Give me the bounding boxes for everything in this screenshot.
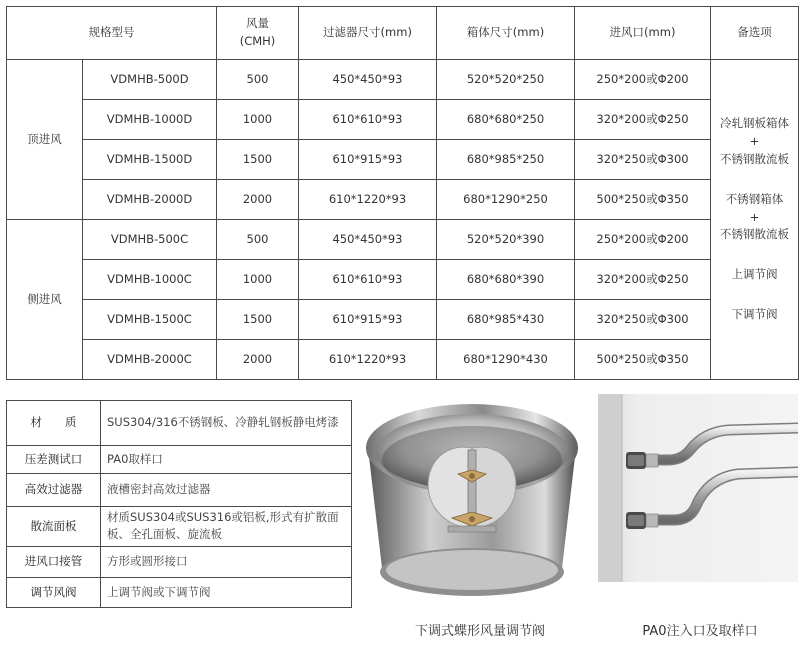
box-cell: 680*680*250 <box>437 100 575 140</box>
feature-row <box>7 577 352 607</box>
spec-header-row <box>7 7 799 60</box>
airflow-cell: 1000 <box>217 100 299 140</box>
feature-label: 压差测试口 <box>7 445 101 473</box>
filter-cell: 610*610*93 <box>299 260 437 300</box>
feature-row <box>7 506 352 547</box>
feature-value: 方形或圆形接口 <box>101 547 352 577</box>
airflow-cell: 500 <box>217 60 299 100</box>
pao-caption: PA0注入口及取样口 <box>642 624 758 639</box>
box-cell: 680*1290*430 <box>437 340 575 380</box>
damper-photo <box>360 390 584 610</box>
inlet-cell: 320*250或Φ300 <box>575 300 711 340</box>
table-row <box>7 140 799 180</box>
airflow-cell: 2000 <box>217 340 299 380</box>
feature-value: SUS304/316不锈钢板、冷静轧钢板静电烤漆 <box>101 401 352 446</box>
option-text: 冷轧钢板箱体 <box>720 116 789 131</box>
header-airflow-line2: (CMH) <box>239 34 276 48</box>
table-row <box>7 100 799 140</box>
filter-cell: 450*450*93 <box>299 60 437 100</box>
box-cell: 680*680*390 <box>437 260 575 300</box>
feature-label: 高效过滤器 <box>7 474 101 506</box>
feature-value: 上调节阀或下调节阀 <box>101 577 352 607</box>
table-row <box>7 60 799 100</box>
option-text: 下调节阀 <box>731 306 778 321</box>
inlet-cell: 250*200或Φ200 <box>575 220 711 260</box>
feature-row <box>7 547 352 577</box>
feature-value: 材质SUS304或SUS316或铝板,形式有扩散面板、全孔面板、旋流板 <box>101 506 352 547</box>
model-cell: VDMHB-2000D <box>83 180 217 220</box>
feature-label: 调节风阀 <box>7 577 101 607</box>
model-cell: VDMHB-1000C <box>83 260 217 300</box>
inlet-cell: 500*250或Φ350 <box>575 340 711 380</box>
airflow-cell: 2000 <box>217 180 299 220</box>
filter-cell: 610*915*93 <box>299 300 437 340</box>
filter-cell: 610*915*93 <box>299 140 437 180</box>
inlet-cell: 250*200或Φ200 <box>575 60 711 100</box>
filter-cell: 610*1220*93 <box>299 180 437 220</box>
header-box-size: 箱体尺寸(mm) <box>437 7 575 60</box>
spec-table <box>6 6 799 380</box>
table-row <box>7 180 799 220</box>
box-cell: 680*985*430 <box>437 300 575 340</box>
filter-cell: 450*450*93 <box>299 220 437 260</box>
feature-value: PA0取样口 <box>101 445 352 473</box>
table-row <box>7 260 799 300</box>
header-filter-size: 过滤器尺寸(mm) <box>299 7 437 60</box>
feature-row <box>7 445 352 473</box>
options-cell <box>711 60 799 380</box>
pao-port-photo <box>598 394 798 582</box>
feature-row <box>7 474 352 506</box>
airflow-cell: 500 <box>217 220 299 260</box>
option-plus: + <box>749 209 760 224</box>
feature-table <box>6 400 352 608</box>
table-row <box>7 300 799 340</box>
box-cell: 680*985*250 <box>437 140 575 180</box>
header-options: 备选项 <box>711 7 799 60</box>
box-cell: 680*1290*250 <box>437 180 575 220</box>
option-text: 不锈钢散流板 <box>720 227 789 242</box>
feature-label: 材 质 <box>7 401 101 446</box>
option-plus: + <box>749 134 760 149</box>
filter-cell: 610*610*93 <box>299 100 437 140</box>
header-inlet: 进风口(mm) <box>575 7 711 60</box>
feature-value: 液槽密封高效过滤器 <box>101 474 352 506</box>
filter-cell: 610*1220*93 <box>299 340 437 380</box>
table-row <box>7 340 799 380</box>
model-cell: VDMHB-500C <box>83 220 217 260</box>
option-text: 上调节阀 <box>731 267 778 282</box>
header-model: 规格型号 <box>7 7 217 60</box>
option-text: 不锈钢散流板 <box>720 151 789 166</box>
model-cell: VDMHB-500D <box>83 60 217 100</box>
inlet-cell: 320*200或Φ250 <box>575 100 711 140</box>
inlet-cell: 320*200或Φ250 <box>575 260 711 300</box>
group-label: 侧进风 <box>7 220 83 380</box>
model-cell: VDMHB-1000D <box>83 100 217 140</box>
header-airflow <box>217 7 299 60</box>
model-cell: VDMHB-2000C <box>83 340 217 380</box>
group-label: 顶进风 <box>7 60 83 220</box>
model-cell: VDMHB-1500C <box>83 300 217 340</box>
feature-row <box>7 401 352 446</box>
option-text: 不锈钢箱体 <box>725 191 784 206</box>
box-cell: 520*520*390 <box>437 220 575 260</box>
feature-label: 进风口接管 <box>7 547 101 577</box>
feature-label: 散流面板 <box>7 506 101 547</box>
inlet-cell: 500*250或Φ350 <box>575 180 711 220</box>
table-row <box>7 220 799 260</box>
airflow-cell: 1500 <box>217 300 299 340</box>
box-cell: 520*520*250 <box>437 60 575 100</box>
airflow-cell: 1500 <box>217 140 299 180</box>
model-cell: VDMHB-1500D <box>83 140 217 180</box>
airflow-cell: 1000 <box>217 260 299 300</box>
header-airflow-line1: 风量 <box>246 16 269 31</box>
inlet-cell: 320*250或Φ300 <box>575 140 711 180</box>
damper-caption: 下调式蝶形风量调节阀 <box>414 624 545 639</box>
